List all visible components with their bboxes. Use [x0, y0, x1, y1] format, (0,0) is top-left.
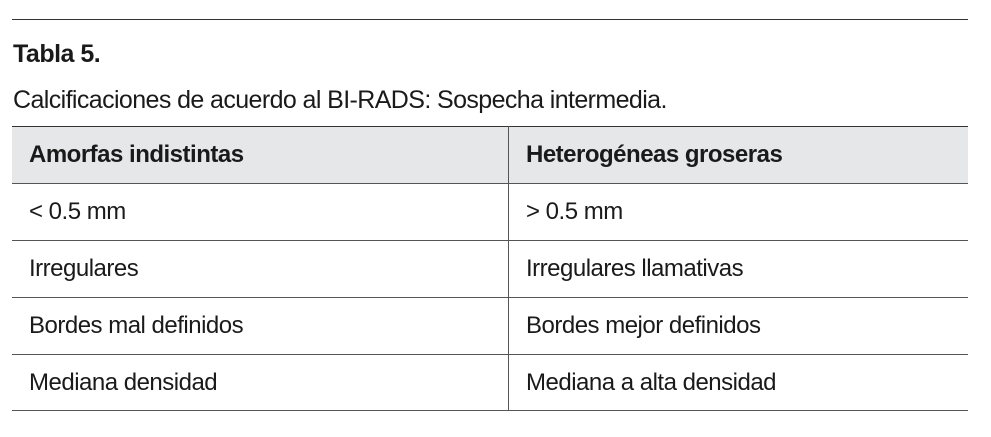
table-row — [12, 298, 968, 355]
table-row — [12, 355, 968, 411]
table-cell: < 0.5 mm — [12, 184, 509, 241]
top-rule — [12, 19, 968, 20]
table-row — [12, 241, 968, 298]
calcifications-table — [12, 126, 968, 411]
column-header-heterogeneas: Heterogéneas groseras — [509, 127, 969, 184]
table-cell: Bordes mal definidos — [12, 298, 509, 355]
table-cell: Mediana a alta densidad — [509, 355, 969, 411]
table-cell: Irregulares — [12, 241, 509, 298]
table-cell: Bordes mejor definidos — [509, 298, 969, 355]
table-cell: Irregulares llamativas — [509, 241, 969, 298]
table-cell: > 0.5 mm — [509, 184, 969, 241]
table-title: Tabla 5. — [13, 40, 101, 68]
table-caption: Calcificaciones de acuerdo al BI-RADS: Sospecha intermedia. — [13, 86, 667, 114]
table-header-row — [12, 127, 968, 184]
column-header-amorfas: Amorfas indistintas — [12, 127, 509, 184]
table-row — [12, 184, 968, 241]
table-cell: Mediana densidad — [12, 355, 509, 411]
